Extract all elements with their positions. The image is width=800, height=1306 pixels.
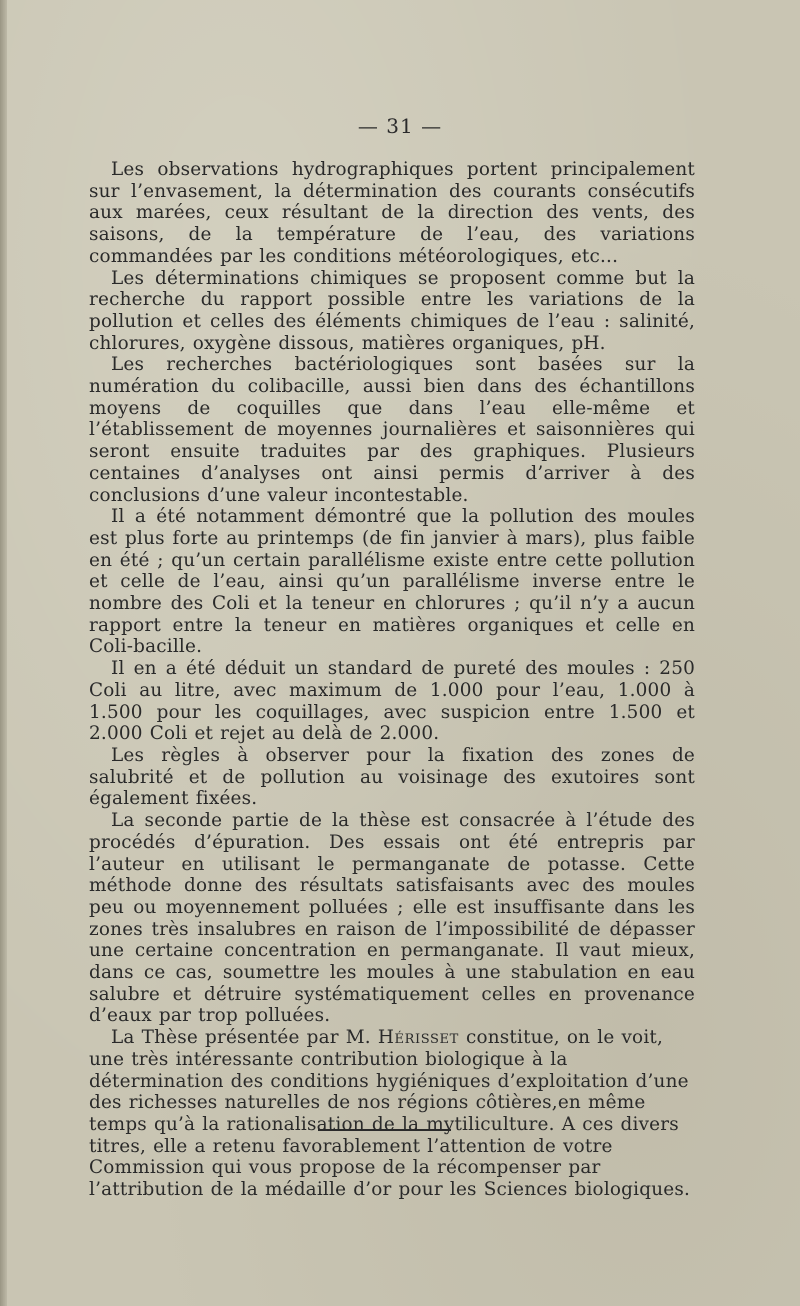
conclusion-text-end: constitue, on le voit, une très intéressante contribution biologique à la détermination des conditions hygiéniques d’exploitation d’une des richesses naturelles de nos régions côtières,en même temps qu’à la rationalisation de la mytiliculture. A ces divers titres, elle a retenu favorablement l’attention de votre Commission qui vous propose de la récompenser par l’attribution de la médaille d’or pour les Sciences biologiques. — [89, 1027, 691, 1201]
paragraph-purification: La seconde partie de la thèse est consacrée à l’étude des procédés d’épuration. Des essais ont été entrepris par l’auteur en utilisant le permanganate de potasse. Cette méthode donne des résultats satisfaisants avec des moules peu ou moyennement polluées ; elle est insuffisante dans les zones très insalubres en raison de l’impossibilité de dépasser une certaine concentration en permanganate. Il vaut mieux, dans ce cas, soumettre les moules à une stabulation en eau salubre et détruire systématiquement celles en provenance d’eaux par trop polluées. — [89, 810, 695, 1027]
page-left-edge — [0, 0, 7, 1306]
paragraph-rules: Les règles à observer pour la fixation des zones de salubrité et de pollution au voisinage des exutoires sont également fixées. — [89, 744, 695, 810]
paragraph-hydrographic: Les observations hydrographiques portent principalement sur l’envasement, la détermination des courants consécutifs aux marées, ceux résultant de la direction des vents, des saisons, de la température de l’eau, des variations commandées par les conditions météorologiques, etc... — [89, 159, 695, 267]
author-name: Hérisset — [377, 1027, 459, 1049]
paragraph-bacteriological: Les recherches bactériologiques sont basées sur la numération du colibacille, aussi bien dans des échantillons moyens de coquilles que dans l’eau elle-même et l’établissement de moyennes journalières et saisonnières qui seront ensuite traduites par des graphiques. Plusieurs centaines d’analyses ont ainsi permis d’arriver à des conclusions d’une valeur incontestable. — [89, 354, 695, 506]
page-number: — 31 — — [357, 114, 443, 138]
conclusion-text-start: La Thèse présentée par M. — [111, 1027, 378, 1049]
end-rule — [318, 1129, 451, 1131]
body-text — [89, 159, 695, 1201]
paragraph-conclusion — [89, 1027, 695, 1201]
paragraph-standard: Il en a été déduit un standard de pureté des moules : 250 Coli au litre, avec maximum de 1.000 pour l’eau, 1.000 à 1.500 pour les coquillages, avec suspicion entre 1.500 et 2.000 Coli et rejet au delà de 2.000. — [89, 658, 695, 745]
paragraph-chemical: Les déterminations chimiques se proposent comme but la recherche du rapport possible entre les variations de la pollution et celles des éléments chimiques de l’eau : salinité, chlorures, oxygène dissous, matières organiques, pH. — [89, 267, 695, 354]
paragraph-findings: Il a été notamment démontré que la pollution des moules est plus forte au printemps (de fin janvier à mars), plus faible en été ; qu’un certain parallélisme existe entre cette pollution et celle de l’eau, ainsi qu’un parallélisme inverse entre le nombre des Coli et la teneur en chlorures ; qu’il n’y a aucun rapport entre la teneur en matières organiques et celle en Coli-bacille. — [89, 506, 695, 658]
